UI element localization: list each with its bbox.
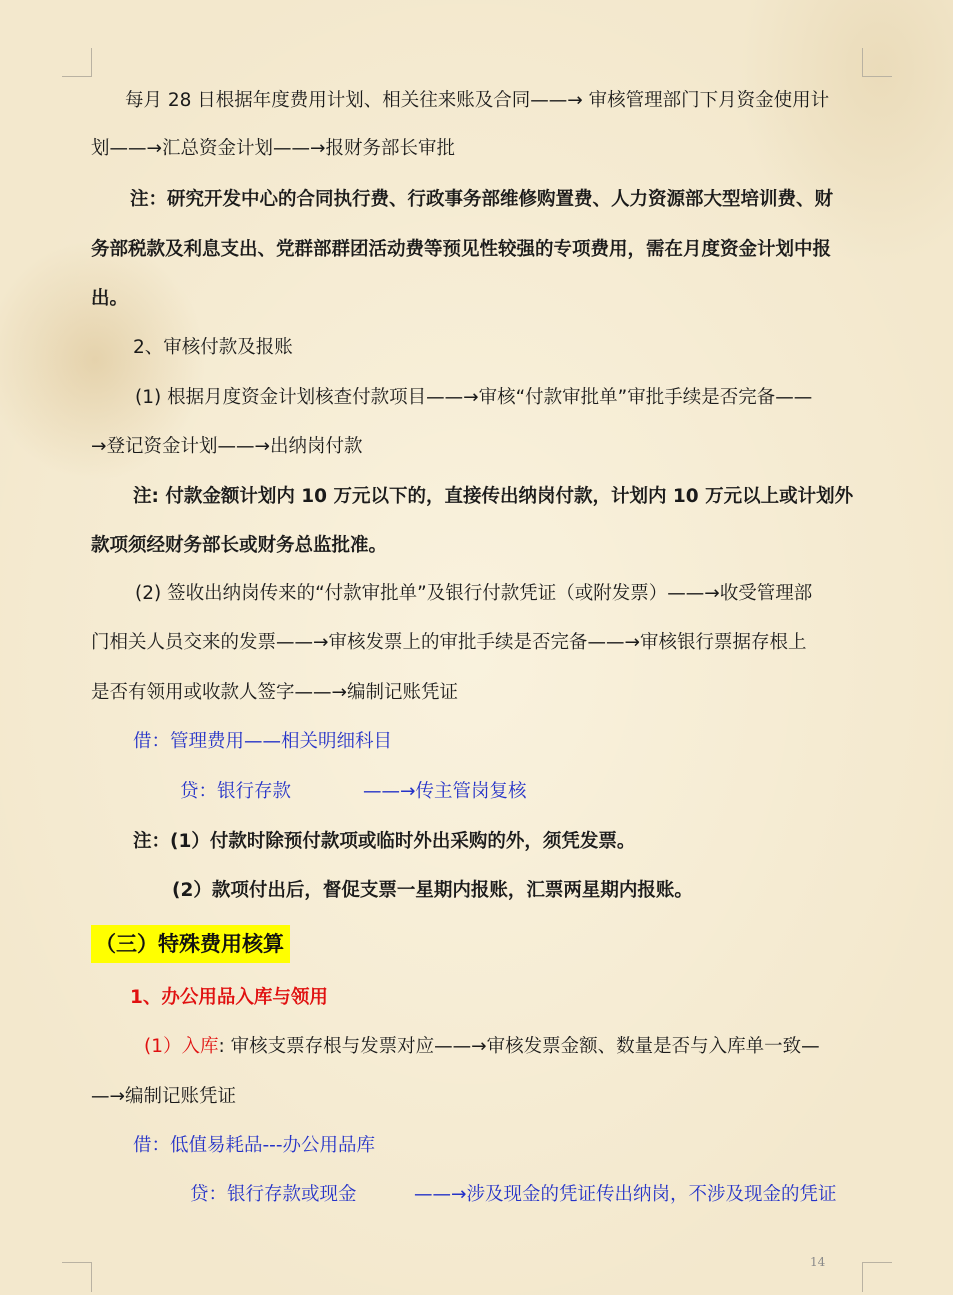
- corner-mark-top-right-vertical: [862, 48, 863, 77]
- paragraph-line: 每月 28 日根据年度费用计划、相关往来账及合同——→ 审核管理部门下月资金使用计: [125, 90, 830, 111]
- note-line: 注：(1）付款时除预付款项或临时外出采购的外，须凭发票。: [133, 831, 636, 852]
- paragraph-line: [144, 1034, 820, 1060]
- credit-entry-note: ——→传主管岗复核: [363, 781, 527, 802]
- corner-mark-top-left-vertical: [91, 48, 92, 77]
- subsection-title: 1、办公用品入库与领用: [130, 987, 328, 1008]
- credit-entry-note: ——→涉及现金的凭证传出纳岗，不涉及现金的凭证: [414, 1184, 837, 1205]
- inline-text: : 审核支票存根与发票对应——→审核发票金额、数量是否与入库单一致—: [218, 1036, 820, 1057]
- note-line: 注: 付款金额计划内 10 万元以下的，直接传出纳岗付款，计划内 10 万元以上或计划外: [133, 486, 854, 507]
- note-line: 务部税款及利息支出、党群部群团活动费等预见性较强的专项费用，需在月度资金计划中报: [91, 239, 832, 260]
- credit-entry: 贷：银行存款: [180, 781, 292, 802]
- paragraph-line: 是否有领用或收款人签字——→编制记账凭证: [91, 682, 459, 703]
- credit-entry: 贷：银行存款或现金: [190, 1184, 357, 1205]
- paragraph-line: 划——→汇总资金计划——→报财务部长审批: [91, 138, 456, 159]
- debit-entry: 借：低值易耗品---办公用品库: [133, 1135, 376, 1156]
- corner-mark-bottom-left: [62, 1262, 92, 1263]
- corner-mark-bottom-right-vertical: [862, 1262, 863, 1292]
- note-line: 款项须经财务部长或财务总监批准。: [91, 535, 388, 556]
- section-title: 2、审核付款及报账: [133, 337, 293, 358]
- note-line: 注：研究开发中心的合同执行费、行政事务部维修购置费、人力资源部大型培训费、财: [130, 189, 834, 210]
- note-line: (2）款项付出后，督促支票一星期内报账，汇票两星期内报账。: [172, 880, 693, 901]
- section-heading-highlighted: （三）特殊费用核算: [91, 925, 290, 963]
- paragraph-line: (1) 根据月度资金计划核查付款项目——→审核“付款审批单”审批手续是否完备——: [135, 387, 813, 408]
- paragraph-line: 门相关人员交来的发票——→审核发票上的审批手续是否完备——→审核银行票据存根上: [91, 632, 807, 653]
- paragraph-line: →登记资金计划——→出纳岗付款: [91, 436, 363, 457]
- debit-entry: 借：管理费用——相关明细科目: [133, 731, 393, 752]
- corner-mark-top-left: [62, 76, 92, 77]
- page-number: 14: [810, 1255, 826, 1269]
- corner-mark-top-right: [862, 76, 892, 77]
- paragraph-line: —→编制记账凭证: [91, 1086, 237, 1107]
- paragraph-line: (2) 签收出纳岗传来的“付款审批单”及银行付款凭证（或附发票）——→收受管理部: [135, 583, 813, 604]
- corner-mark-bottom-left-vertical: [91, 1262, 92, 1292]
- inline-label: (1）入库: [144, 1036, 219, 1057]
- note-line: 出。: [91, 288, 129, 309]
- corner-mark-bottom-right: [862, 1262, 892, 1263]
